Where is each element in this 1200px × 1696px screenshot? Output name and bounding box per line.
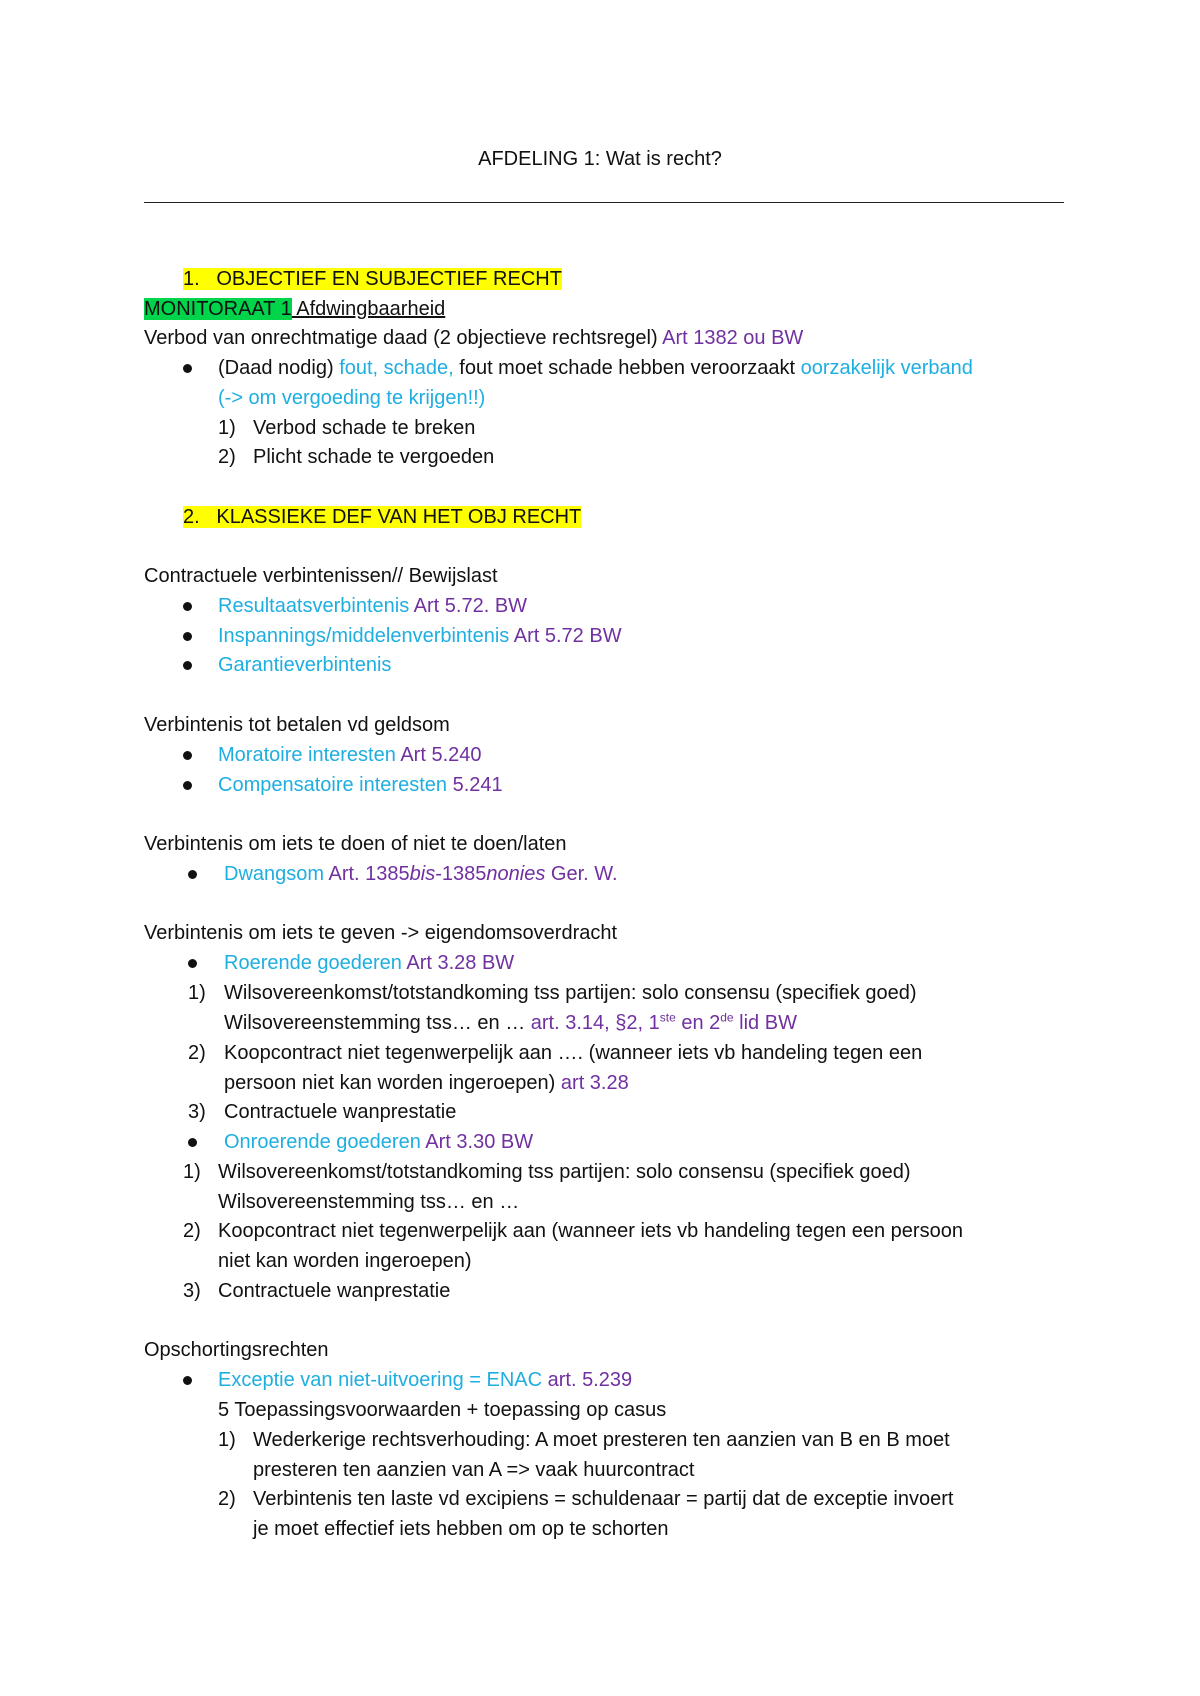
afdwingbaarheid-label: Afdwingbaarheid (291, 298, 446, 320)
list-item-continuation (224, 1070, 629, 1096)
section-number: 2. (183, 506, 200, 528)
section-2-heading (183, 504, 581, 530)
list-item-continuation: (-> om vergoeding te krijgen!!) (218, 387, 486, 409)
article-reference: Art 5.72. BW (413, 595, 528, 617)
bullet-icon (183, 632, 192, 641)
article-reference: art 3.28 (560, 1072, 629, 1094)
list-number: 3) (183, 1280, 201, 1302)
article-reference: art. 5.239 (547, 1369, 633, 1391)
list-item: Verbintenis ten laste vd excipiens = schuldenaar = partij dat de exceptie invoert (253, 1488, 954, 1510)
list-item (218, 1367, 632, 1393)
section-number: 1. (183, 268, 200, 290)
article-reference: Ger. W. (545, 863, 618, 885)
list-number: 2) (188, 1042, 206, 1064)
list-item: Plicht schade te vergoeden (253, 446, 495, 468)
list-item-continuation: niet kan worden ingeroepen) (218, 1250, 472, 1272)
bullet-icon (183, 1376, 192, 1385)
highlight-term: Compensatoire interesten (218, 774, 453, 796)
list-item (224, 950, 514, 976)
article-reference: Art 3.28 BW (406, 952, 515, 974)
article-reference: lid BW (733, 1012, 797, 1034)
paragraph (144, 325, 803, 351)
superscript: ste (659, 1010, 676, 1025)
list-text: (Daad nodig) (218, 357, 340, 379)
list-item (224, 1129, 533, 1155)
section-title: OBJECTIEF EN SUBJECTIEF RECHT (216, 268, 562, 290)
article-reference: Art 3.30 BW (425, 1131, 534, 1153)
list-item: Koopcontract niet tegenwerpelijk aan (wanneer iets vb handeling tegen een persoon (218, 1220, 963, 1242)
list-text: persoon niet kan worden ingeroepen) (224, 1072, 561, 1094)
list-number: 1) (188, 982, 206, 1004)
monitoraat-line (144, 296, 445, 322)
article-reference: 5.241 (452, 774, 503, 796)
article-reference: nonies (486, 863, 546, 885)
page-title: AFDELING 1: Wat is recht? (478, 148, 722, 170)
list-number: 3) (188, 1101, 206, 1123)
highlight-term: Roerende goederen (224, 952, 407, 974)
section-1-heading (183, 266, 562, 292)
bullet-icon (188, 1138, 197, 1147)
list-item: Verbod schade te breken (253, 417, 476, 439)
superscript: de (720, 1010, 734, 1025)
horizontal-rule (144, 202, 1064, 203)
subsection-heading: Opschortingsrechten (144, 1339, 329, 1361)
list-number: 1) (218, 417, 236, 439)
highlight-term: fout, schade, (339, 357, 460, 379)
paragraph-text: Verbod van onrechtmatige daad (2 objectieve rechtsregel) (144, 327, 663, 349)
highlight-term: Moratoire interesten (218, 744, 401, 766)
list-item (224, 861, 618, 887)
list-number: 2) (183, 1220, 201, 1242)
bullet-icon (183, 781, 192, 790)
list-number: 2) (218, 1488, 236, 1510)
list-item: Contractuele wanprestatie (224, 1101, 457, 1123)
highlight-term: Resultaatsverbintenis (218, 595, 414, 617)
subsection-heading: Verbintenis tot betalen vd geldsom (144, 714, 450, 736)
list-item (218, 623, 622, 649)
list-item: Wederkerige rechtsverhouding: A moet presteren ten aanzien van B en B moet (253, 1429, 950, 1451)
highlight-term: Onroerende goederen (224, 1131, 426, 1153)
list-item: Wilsovereenkomst/totstandkoming tss partijen: solo consensu (specifiek goed) (218, 1161, 911, 1183)
list-item (218, 742, 482, 768)
bullet-icon (188, 870, 197, 879)
list-item (218, 593, 527, 619)
list-item: Contractuele wanprestatie (218, 1280, 451, 1302)
highlight-term: Inspannings/middelenverbintenis (218, 625, 514, 647)
list-number: 1) (183, 1161, 201, 1183)
highlight-term: oorzakelijk verband (800, 357, 973, 379)
list-item-continuation (224, 1010, 797, 1036)
bullet-icon (183, 364, 192, 373)
section-title: KLASSIEKE DEF VAN HET OBJ RECHT (216, 506, 582, 528)
list-item: Koopcontract niet tegenwerpelijk aan …. (wanneer iets vb handeling tegen een (224, 1042, 923, 1064)
list-item-continuation: 5 Toepassingsvoorwaarden + toepassing op casus (218, 1399, 667, 1421)
subsection-heading: Verbintenis om iets te geven -> eigendomsoverdracht (144, 922, 618, 944)
list-number: 1) (218, 1429, 236, 1451)
list-item-continuation: presteren ten aanzien van A => vaak huurcontract (253, 1459, 695, 1481)
list-item (218, 355, 973, 381)
article-reference: art. 3.14, §2, 1 (530, 1012, 660, 1034)
list-text: Wilsovereenstemming tss… en … (224, 1012, 531, 1034)
subsection-heading: Contractuele verbintenissen// Bewijslast (144, 565, 498, 587)
list-item: Garantieverbintenis (218, 654, 392, 676)
article-reference: en 2 (675, 1012, 721, 1034)
highlight-term: Exceptie van niet-uitvoering = ENAC (218, 1369, 548, 1391)
article-reference: Art 1382 ou BW (662, 327, 804, 349)
bullet-icon (188, 959, 197, 968)
monitoraat-label: MONITORAAT 1 (144, 298, 292, 320)
article-reference: Art 5.240 (400, 744, 482, 766)
subsection-heading: Verbintenis om iets te doen of niet te doen/laten (144, 833, 567, 855)
list-item-continuation: je moet effectief iets hebben om op te schorten (253, 1518, 669, 1540)
list-item-continuation: Wilsovereenstemming tss… en … (218, 1191, 520, 1213)
article-reference: -1385 (435, 863, 487, 885)
article-reference: Art. 1385 (328, 863, 410, 885)
bullet-icon (183, 602, 192, 611)
article-reference: Art 5.72 BW (513, 625, 622, 647)
bullet-icon (183, 661, 192, 670)
list-number: 2) (218, 446, 236, 468)
bullet-icon (183, 751, 192, 760)
article-reference: bis (409, 863, 436, 885)
list-item (218, 772, 503, 798)
highlight-term: Dwangsom (224, 863, 329, 885)
list-item: Wilsovereenkomst/totstandkoming tss partijen: solo consensu (specifiek goed) (224, 982, 917, 1004)
list-text: fout moet schade hebben veroorzaakt (459, 357, 801, 379)
